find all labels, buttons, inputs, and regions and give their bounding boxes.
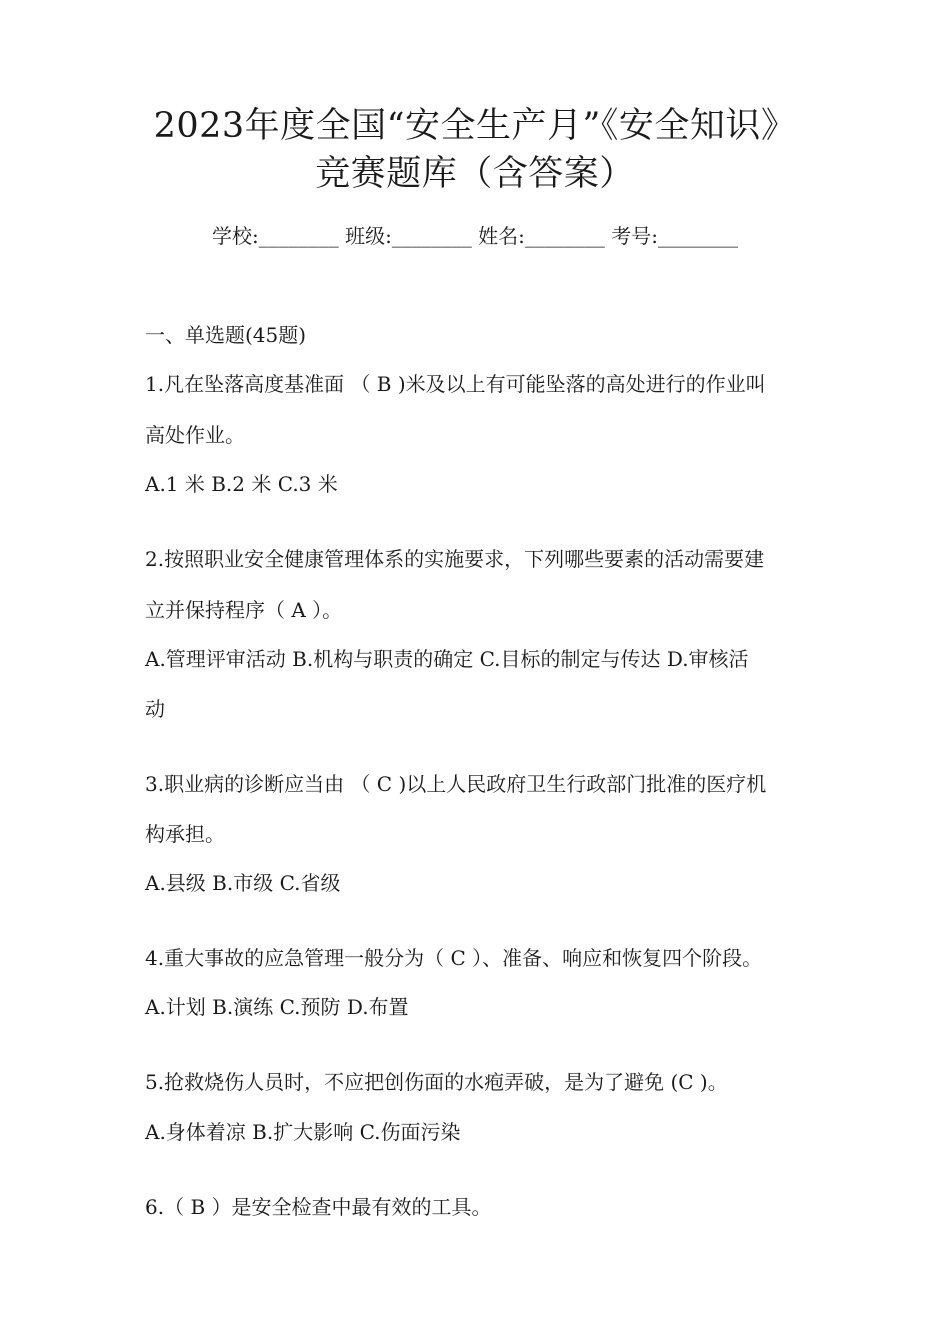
document-title-line-2: 竞赛题库（含答案）: [315, 154, 635, 194]
question-1-line-2: 高处作业。: [145, 423, 245, 447]
question-5-options: A.身体着凉 B.扩大影响 C.伤面污染: [145, 1120, 461, 1144]
question-2-line-1: 2.按照职业安全健康管理体系的实施要求，下列哪些要素的活动需要建: [145, 547, 765, 571]
question-2-options-line-1: A.管理评审活动 B.机构与职责的确定 C.目标的制定与传达 D.审核活: [145, 647, 749, 671]
question-2-options-line-2: 动: [145, 697, 165, 721]
document-title-line-1: 2023年度全国“安全生产月”《安全知识》: [153, 106, 797, 146]
question-6-line-1: 6.（ B ）是安全检查中最有效的工具。: [145, 1195, 492, 1219]
question-3-line-2: 构承担。: [145, 822, 225, 846]
question-3-options: A.县级 B.市级 C.省级: [145, 871, 341, 895]
question-2-line-2: 立并保持程序（ A ）。: [145, 598, 343, 622]
question-5-line-1: 5.抢救烧伤人员时，不应把创伤面的水疱弄破，是为了避免 (C )。: [145, 1070, 728, 1094]
question-1-line-1: 1.凡在坠落高度基准面 （ B )米及以上有可能坠落的高处进行的作业叫: [145, 372, 766, 396]
question-1-options: A.1 米 B.2 米 C.3 米: [145, 472, 338, 496]
question-3-line-1: 3.职业病的诊断应当由 （ C )以上人民政府卫生行政部门批准的医疗机: [145, 772, 767, 796]
section-heading: 一、单选题(45题): [145, 323, 307, 347]
student-info-line: 学校:________ 班级:________ 姓名:________ 考号:________: [211, 224, 739, 248]
question-4-line-1: 4.重大事故的应急管理一般分为（ C ）、准备、响应和恢复四个阶段。: [145, 946, 763, 970]
question-4-options: A.计划 B.演练 C.预防 D.布置: [145, 995, 409, 1019]
